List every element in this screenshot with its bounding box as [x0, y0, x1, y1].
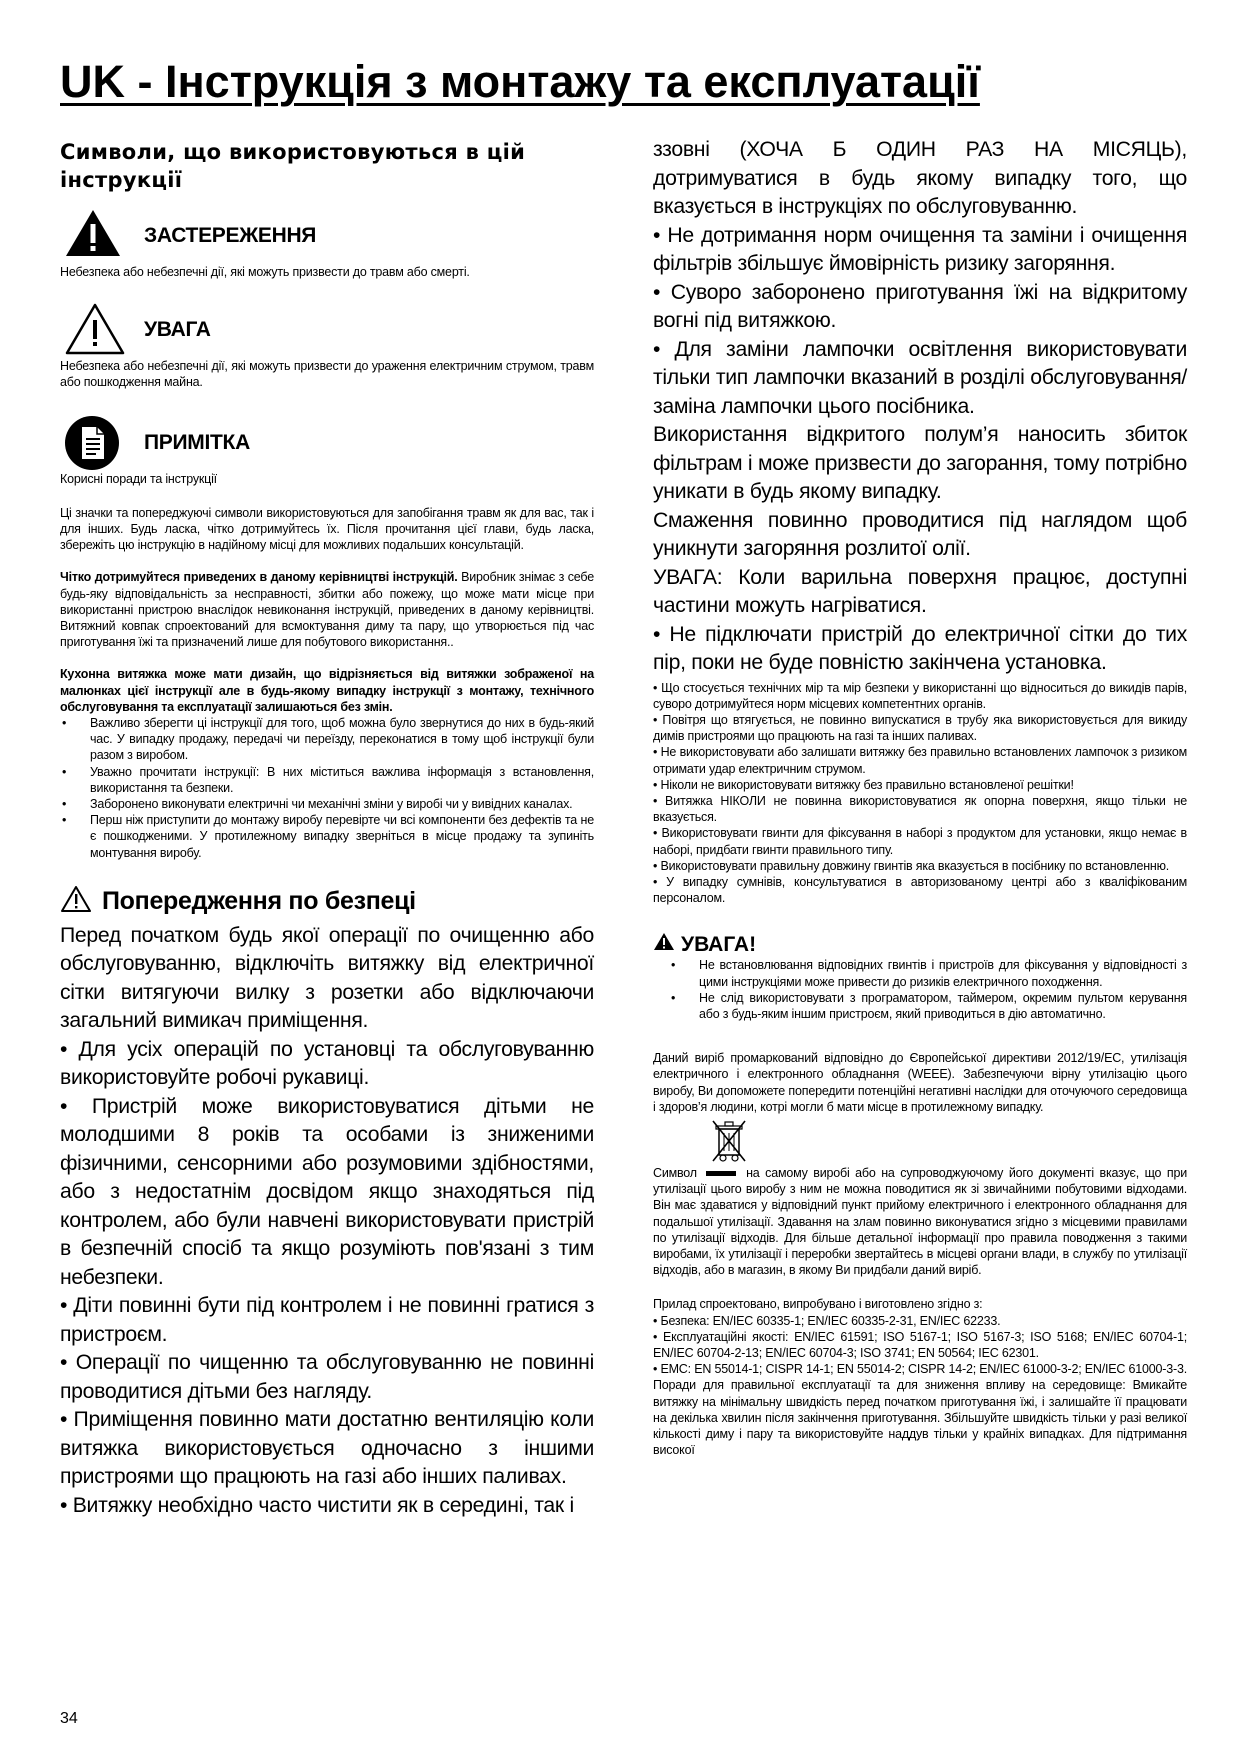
symbols-section-title: Символи, що використовуються в цій інструкції — [60, 140, 526, 192]
symbol-text: на самому виробі або на супроводжуючому його документі вказує, що при утилізації цього виробу з ним не можна поводитися як зі звичайними побутовими відходами. Він має здаватися у відповідний пункт прийому електричного і електронного обладнання для подальшої утилізації. Здавання на злам повинно виконуватися згідно з місцевими правилами по утилізації відходів. Для більше детальної інформації про правила поводження з такими виробами, їх утилізації і переробки звертайтесь в місцеві органи влади, в службу по утилізації відходів, або в магазин, в якому Ви придбали даний виріб. — [653, 1165, 1187, 1278]
standards-line: Прилад спроектовано, випробувано і виготовлено згідно з: — [653, 1297, 983, 1312]
general-bullets — [60, 715, 594, 861]
weee-paragraph: Даний виріб промаркований відповідно до Європейської директиви 2012/19/ЕС, утилізація електричного і електронного обладнання (WEEE). Забезпечуючи вірну утилізацію цього виробу, Ви допоможете попередити потенційні негативні наслідки для оточуючого середовища і здоров’я людини, котрі могли б мати місце в протилежному випадку. — [653, 1051, 1187, 1114]
symbol-note-text: Корисні поради та інструкції — [60, 471, 217, 486]
list-item: • Не слід використовувати з програматором, таймером, окремим пультом керування або з будь-яким іншим пристроєм, який приводиться в дію автоматично. — [699, 990, 1187, 1022]
symbol-warning-text: Небезпека або небезпечні дії, які можуть призвести до ураження електричним струмом, травм або пошкодження майна. — [60, 359, 594, 390]
note-line: • Що стосується технічних мір та мір безпеки у використанні що відноситься до викидів парів, суворо дотримуйтеся норм місцевих компетентних органів. — [653, 680, 1187, 711]
symbol-warning-label: УВАГА — [144, 318, 211, 342]
responsibility-bold: Чітко дотримуйтеся приведених в даному керівництві інструкцій. — [60, 570, 458, 585]
right-paragraph: УВАГА: Коли варильна поверхня працює, доступні частини можуть нагріватися. — [653, 565, 1187, 617]
page-number: 34 — [60, 1710, 78, 1727]
note-line: • Використовувати правильну довжину гвинтів яка вказується в посібнику по встановленню. — [653, 858, 1170, 873]
design-note-paragraph: Кухонна витяжка може мати дизайн, що відрізняється від витяжки зображеної на малюнках цієї інструкції але в будь-якому випадку інструкції з монтажу, технічного обслуговування та експлуатації залишаються без змін. — [60, 667, 594, 714]
note-line: • У випадку сумнівів, консультуватися в авторизованому центрі або з кваліфікованим персоналом. — [653, 874, 1187, 906]
symbol-danger-text: Небезпека або небезпечні дії, які можуть призвести до травм або смерті. — [60, 265, 470, 279]
right-paragraph: ззовні (ХОЧА Б ОДИН РАЗ НА МІСЯЦЬ), дотримуватися в будь якому випадку того, що вказується в інструкціях по обслуговуванню. — [653, 138, 1187, 218]
note-line: • Ніколи не використовувати витяжку без правильно встановленої решітки! — [653, 777, 1074, 792]
warning-title: УВАГА! — [681, 932, 757, 956]
standards-line: • Експлуатаційні якості: EN/IEC 61591; ISO 5167-1; ISO 5167-3; ISO 5168; EN/IEC 60704-1; EN/IEC 60704-2-13; EN/IEC 60704-3; ISO 3741; EN 50564; IEC 62301. — [653, 1329, 1187, 1360]
responsibility-rest: Виробник знімає з себе будь-яку відповідальність за несправності, збитки або пожежу, що може мати місце при використанні пристрою внаслідок невиконання інструкцій, приведених в даному керівництві. Витяжний ковпак спроектований для всмоктування диму та пару, що утворюється під час приготування їжі та призначений лише для побутового використання.. — [60, 570, 594, 650]
intro-paragraph: Ці значки та попереджуючі символи використовуються для запобігання травм як для вас, так і для інших. Будь ласка, чітко дотримуйтесь їх. Після прочитання цієї глави, будь ласка, збережіть цю інструкцію в надійному місці для можливих подальших консультацій. — [60, 505, 594, 553]
right-paragraph: • Не дотримання норм очищення та заміни і очищення фільтрів збільшує ймовірність ризику загоряння. — [653, 223, 1187, 275]
page-title: UK - Інструкція з монтажу та експлуатації — [60, 56, 980, 107]
safety-paragraph: • Операції по чищенню та обслуговуванню не повинні проводитися дітьми без нагляду. — [60, 1351, 594, 1403]
symbol-note-label: ПРИМІТКА — [144, 430, 250, 454]
note-line: • Використовувати гвинти для фіксування в наборі з продуктом для установки, якщо немає в наборі, придбати гвинти правильного типу. — [653, 826, 1187, 857]
safety-paragraph: • Пристрій може використовуватися дітьми не молодшими 8 років та особами із зниженими фізичними, сенсорними або розумовими здібностями, або з недостатнім досвідом якщо знаходяться під контролем, або були навчені використовувати пристрій в безпечній спосіб та якщо розуміють пов'язані з тим небезпеки. — [60, 1094, 594, 1289]
standards-line: • EMC: EN 55014-1; CISPR 14-1; EN 55014-2; CISPR 14-2; EN/IEC 61000-3-2; EN/IEC 61000-3-3. Поради для правильної експлуатації та для зниження впливу на середовище: Вмикайте витяжку на мінімальну швидкість перед початком приготування їжі, і залишайте її працювати на декілька хвилин після закінчення приготування. Збільшуйте швидкість тільки у разі великої кількості диму і пару та використовуйте наддув тільки у крайніх випадках. Для підтримання високої — [653, 1362, 1187, 1458]
weee-bar-icon — [706, 1171, 736, 1176]
weee-bin-icon — [653, 1119, 1187, 1165]
safety-paragraph: • Для усіх операцій по установці та обслуговуванню використовуйте робочі рукавиці. — [60, 1037, 594, 1090]
right-paragraph: Смаження повинно проводитися під наглядом щоб уникнути загоряння розлитої олії. — [653, 508, 1187, 560]
right-paragraph: Використання відкритого полум’я наносить збиток фільтрам і може призвести до загорання, тому потрібно уникати в будь якому випадку. — [653, 423, 1187, 503]
danger-triangle-icon — [64, 208, 122, 263]
document-note-icon — [64, 415, 120, 476]
list-item: • Уважно прочитати інструкції: В них міститься важлива інформація з встановлення, використання та безпеки. — [90, 764, 594, 796]
right-paragraph: • Не підключати пристрій до електричної сітки до тих пір, поки не буде повністю закінчена установка. — [653, 622, 1187, 674]
note-line: • Не використовувати або залишати витяжку без правильно встановлених лампочок з ризиком отримати удар електричним струмом. — [653, 745, 1187, 776]
responsibility-paragraph — [60, 569, 594, 650]
standards-block — [653, 1296, 1187, 1458]
standards-line: • Безпека: EN/IEC 60335-1; EN/IEC 60335-2-31, EN/IEC 62233. — [653, 1313, 1001, 1328]
symbol-danger-label: ЗАСТЕРЕЖЕННЯ — [144, 224, 317, 247]
symbol-note — [60, 415, 594, 471]
right-column — [653, 136, 1187, 1458]
safety-paragraph: • Приміщення повинно мати достатню вентиляцію коли витяжка використовується одночасно з іншими пристроями що працюють на газі або інших паливах. — [60, 1408, 594, 1489]
list-item: • Не встановлювання відповідних гвинтів і пристроїв для фіксування у відповідності з цими інструкціями може привести до ризиків електричного походження. — [699, 957, 1187, 989]
right-small-notes — [653, 680, 1187, 907]
safety-paragraph: Перед початком будь якої операції по очищенню або обслуговуванню, відключіть витяжку від електричної сітки витягуючи вилку з розетки або відключаючи загальний вимикач приміщення. — [60, 923, 594, 1033]
left-column — [60, 138, 594, 1520]
note-line: • Повітря що втягується, не повинно випускатися в трубу яка використовується для викиду димів пристроями що працюють на газі та інших паливах. — [653, 712, 1187, 744]
safety-heading — [60, 885, 594, 918]
safety-paragraph: • Діти повинні бути під контролем і не повинні гратися з пристроєм. — [60, 1294, 594, 1346]
right-paragraph: • Для заміни лампочки освітлення використовувати тільки тип лампочки вказаний в розділі обслуговування/заміна лампочки цього посібника. — [653, 337, 1187, 418]
right-paragraph: • Суворо заборонено приготування їжі на відкритому вогні під витяжкою. — [653, 280, 1187, 332]
symbol-paragraph — [653, 1165, 1187, 1278]
warning-bullets — [653, 957, 1187, 1022]
safety-paragraph: • Витяжку необхідно часто чистити як в середині, так і — [60, 1493, 574, 1517]
symbol-warning — [60, 302, 594, 358]
warning-heading — [653, 932, 1187, 957]
safety-title: Попередження по безпеці — [102, 886, 416, 915]
list-item: • Перш ніж приступити до монтажу виробу перевірте чи всі компоненти без дефектів та не є пошкодженими. У протилежному випадку зверніться в місце продажу та зупиніть монтування виробу. — [90, 812, 594, 861]
warning-triangle-icon — [60, 885, 92, 918]
list-item: • Заборонено виконувати електричні чи механічні зміни у виробі чи у вивідних каналах. — [90, 796, 594, 812]
symbol-danger — [60, 208, 594, 264]
symbol-word: Символ — [653, 1165, 697, 1180]
warning-triangle-icon — [64, 302, 126, 361]
safety-text — [60, 922, 594, 1521]
note-line: • Витяжка НІКОЛИ не повинна використовуватися як опорна поверхня, якщо тільки не вказується. — [653, 793, 1187, 825]
list-item: • Важливо зберегти ці інструкції для того, щоб можна було звернутися до них в будь-який час. У випадку продажу, передачі чи переїзду, переконатися в тому щоб інструкції були разом з виробом. — [90, 715, 594, 764]
danger-triangle-icon — [653, 932, 675, 957]
